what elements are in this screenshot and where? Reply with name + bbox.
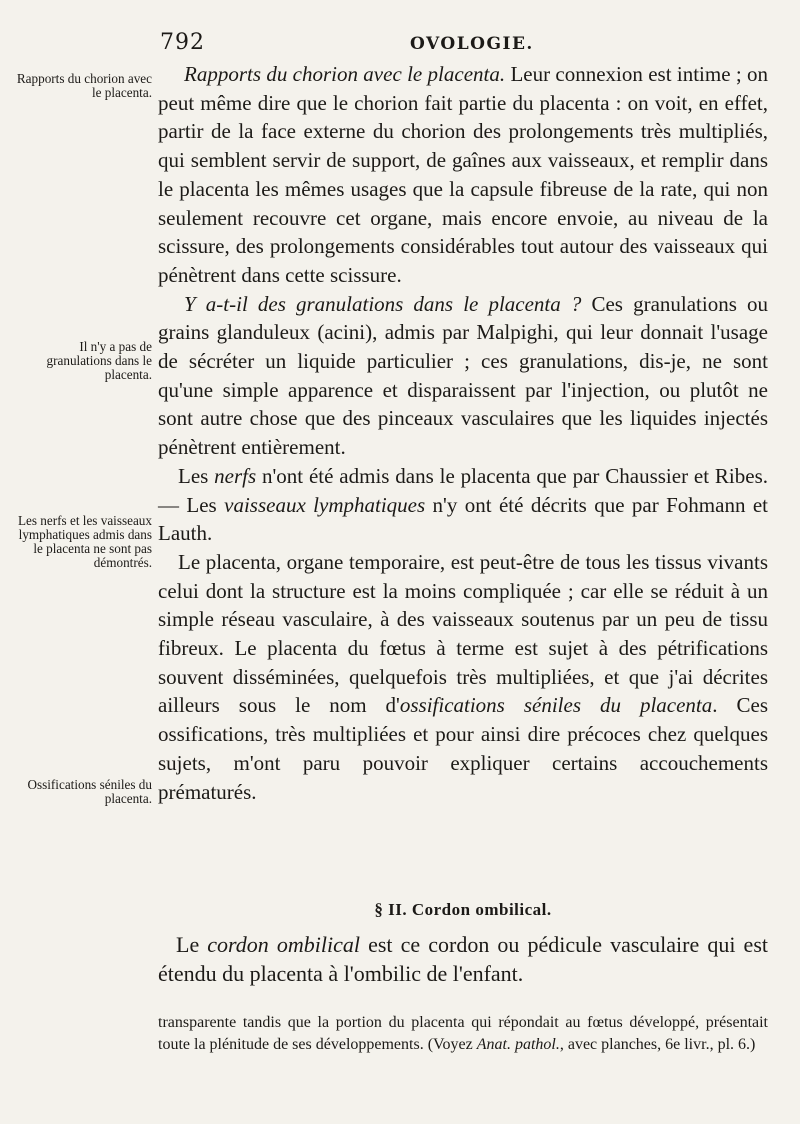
- text-run: transparente tandis que la portion du placenta qui répondait au fœtus développé, présentait toute la plénitude de ses développements. (Voyez: [158, 1014, 768, 1053]
- page-header: [0, 30, 800, 60]
- text-run: Le: [176, 932, 208, 957]
- running-title: OVOLOGIE.: [410, 34, 534, 54]
- paragraph-placenta: [158, 548, 768, 806]
- margin-note-ossifications: Ossifications séniles du placenta.: [27, 777, 152, 806]
- section-heading: § II. Cordon ombilical.: [374, 900, 552, 919]
- text-run: Les: [178, 463, 215, 488]
- paragraph-cordon: [158, 930, 768, 988]
- footnote-text: [158, 1012, 768, 1056]
- main-text: [158, 60, 768, 806]
- text-run: . Ces ossifications, très multipliées et pour ainsi dire précoces chez quelques sujets, m'ont paru pouvoir expliquer certains accouchements prématurés.: [158, 693, 768, 804]
- paragraph-text: Leur connexion est intime ; on peut même dire que le chorion fait partie du placenta : on voit, en effet, partir de la face externe du chorion des prolongements très multipliés, qui semblent servir de support, de gaînes aux vaisseaux, et remplir dans le placenta les mêmes usages que la capsule fibreuse de la rate, qui non seulement recouvre cet organe, mais encore envoie, au niveau de la scissure, des prolongements considérables tout autour des vaisseaux qui pénètrent dans cette scissure.: [158, 62, 768, 287]
- text-run: n'ont été admis dans le placenta que par Chaussier et Ribes. — Les: [158, 463, 768, 517]
- term-vaisseaux: vaisseaux lymphatiques: [224, 492, 426, 517]
- text-run: n'y ont été décrits que par Fohmann et Lauth.: [158, 492, 769, 546]
- footnote-reference: Anat. pathol.: [476, 1036, 560, 1053]
- paragraph-nerfs: [158, 462, 768, 548]
- paragraph-title: Rapports du chorion avec le placenta.: [184, 62, 506, 86]
- paragraph-title: Y a-t-il des granulations dans le placenta ?: [184, 291, 582, 316]
- paragraph-chorion: [158, 60, 768, 290]
- paragraph-granulations: [158, 290, 768, 462]
- margin-note-nerfs: Les nerfs et les vaisseaux lymphatiques admis dans le placenta ne sont pas démontrés.: [17, 513, 152, 570]
- text-run: est ce cordon ou pédicule vasculaire qui est étendu du placenta à l'ombilic de l'enfant.: [158, 932, 768, 986]
- margin-note-chorion: Rapports du chorion avec le placenta.: [16, 71, 152, 100]
- footnote: [158, 1012, 768, 1056]
- page-number: 792: [160, 30, 205, 55]
- text-run: , avec planches, 6e livr., pl. 6.): [559, 1036, 756, 1053]
- text-run: Le placenta, organe temporaire, est peut-être de tous les tissus vivants celui dont la structure est la moins compliquée ; car elle se réduit à un simple réseau vasculaire, à des vaisseaux soutenus par un peu de tissu fibreux. Le placenta du fœtus à terme est sujet à des pétrifications souvent disséminées, quelquefois très multipliées, et que j'ai décrites ailleurs sous le nom d': [158, 549, 768, 718]
- term-nerfs: nerfs: [214, 463, 257, 488]
- term-cordon: cordon ombilical: [207, 932, 360, 957]
- paragraph-text: Ces granulations ou grains glanduleux (acini), admis par Malpighi, qui leur donnait l'usage de sécréter un liquide particulier ; ces granulations, dis-je, ne sont qu'une simple apparence et disparaissent par l'injection, ou plutôt ne sont autre chose que des pinceaux vasculaires que les liquides injectés pénètrent entièrement.: [158, 291, 768, 460]
- term-ossifications: ossifications séniles du placenta: [399, 693, 713, 718]
- section-text: [158, 930, 768, 988]
- margin-note-granulations: Il n'y a pas de granulations dans le placenta.: [46, 339, 152, 382]
